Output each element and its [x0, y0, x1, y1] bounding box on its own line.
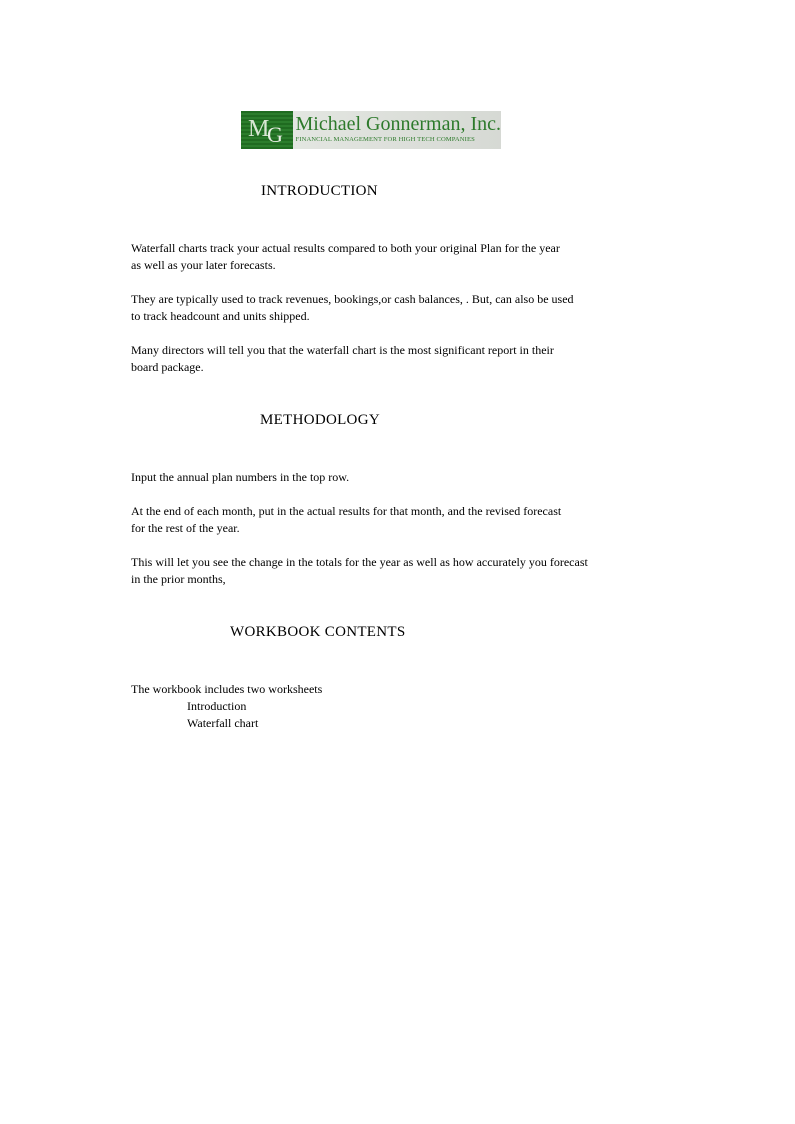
- introduction-line: to track headcount and units shipped.: [131, 309, 310, 323]
- workbook-contents-heading: WORKBOOK CONTENTS: [230, 624, 406, 640]
- methodology-heading: METHODOLOGY: [260, 412, 380, 428]
- logo-monogram-m: M: [248, 116, 268, 142]
- company-logo: [241, 111, 501, 149]
- introduction-line: as well as your later forecasts.: [131, 258, 276, 272]
- logo-monogram: [241, 111, 293, 149]
- introduction-line: Many directors will tell you that the waterfall chart is the most significant report in their: [131, 343, 554, 357]
- logo-wordmark: [293, 111, 501, 149]
- introduction-line: Waterfall charts track your actual results compared to both your original Plan for the year: [131, 241, 560, 255]
- workbook-contents-intro: The workbook includes two worksheets: [131, 682, 323, 696]
- introduction-heading: INTRODUCTION: [261, 183, 378, 199]
- logo-monogram-g: G: [267, 122, 283, 147]
- introduction-line: They are typically used to track revenues, bookings,or cash balances, . But, can also be used: [131, 292, 574, 306]
- introduction-line: board package.: [131, 360, 204, 374]
- methodology-line: for the rest of the year.: [131, 521, 240, 535]
- methodology-line: Input the annual plan numbers in the top row.: [131, 470, 350, 484]
- worksheet-list-item: Waterfall chart: [187, 716, 259, 730]
- methodology-line: This will let you see the change in the totals for the year as well as how accurately you forecast: [131, 555, 588, 569]
- logo-company-name: Michael Gonnerman, Inc.: [295, 113, 501, 135]
- methodology-line: in the prior months,: [131, 572, 226, 586]
- worksheet-list-item: Introduction: [187, 699, 247, 713]
- logo-tagline: FINANCIAL MANAGEMENT FOR HIGH TECH COMPANIES: [295, 136, 475, 143]
- methodology-line: At the end of each month, put in the actual results for that month, and the revised forecast: [131, 504, 562, 518]
